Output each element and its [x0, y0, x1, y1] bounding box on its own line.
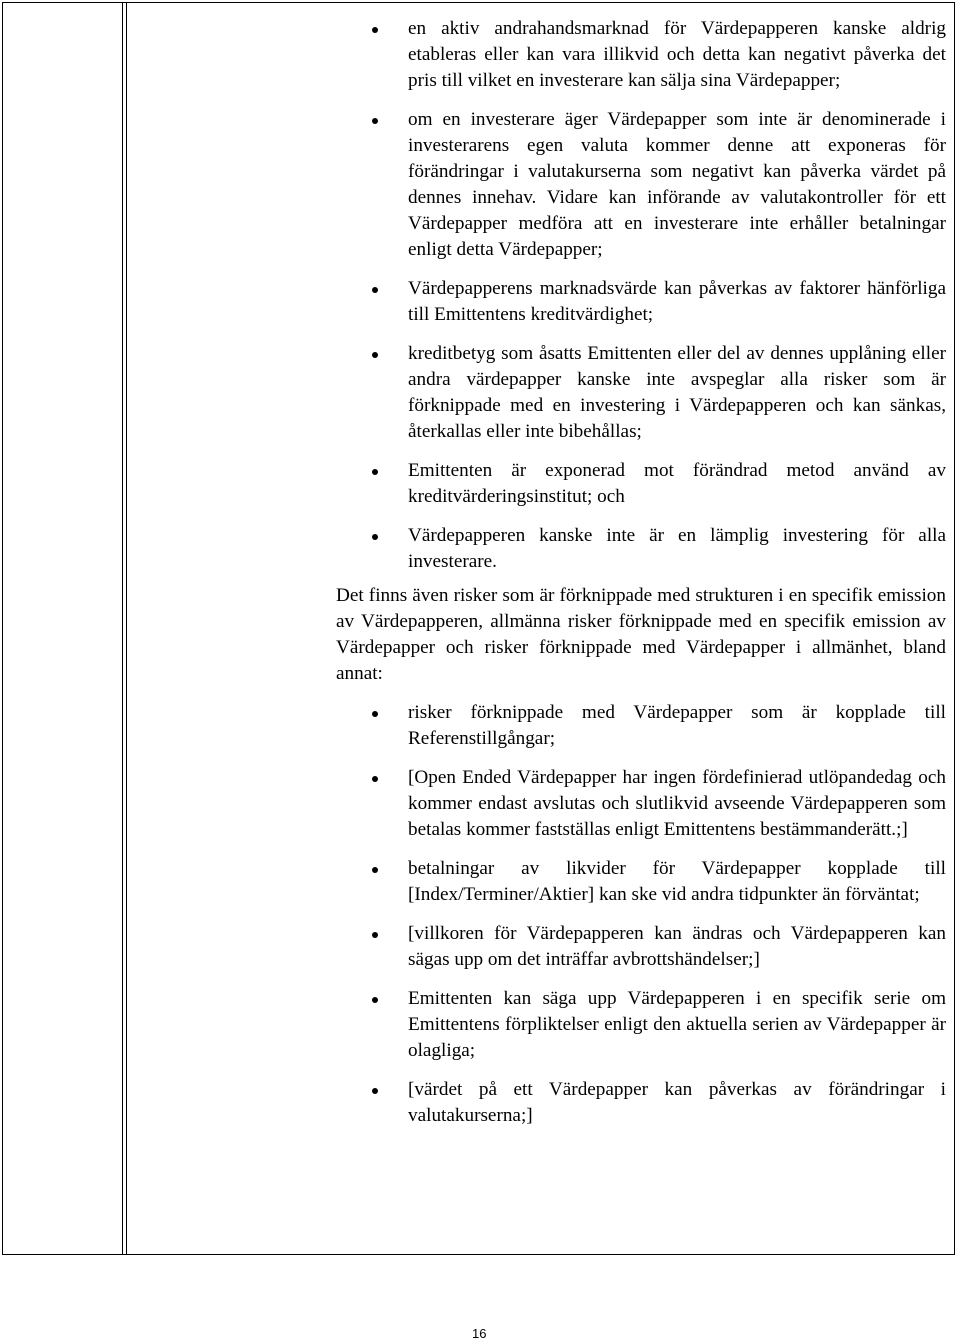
- risk-list-securities: [336, 700, 946, 1129]
- list-item-text: kreditbetyg som åsatts Emittenten eller del av dennes upplåning eller andra värdepapper kanske inte avspeglar alla risker som är förknippade med en investering i Värdepapperen och kan sänkas, återkallas eller inte bibehållas;: [408, 343, 946, 442]
- list-item-text: betalningar av likvider för Värdepapper kopplade till [Index/Terminer/Aktier] kan ske vid andra tidpunkter än förväntat;: [408, 858, 946, 905]
- column-divider: [122, 3, 123, 1254]
- list-item: [336, 765, 946, 843]
- bullet-icon: [372, 711, 378, 717]
- bullet-icon: [372, 534, 378, 540]
- bullet-icon: [372, 776, 378, 782]
- list-item-text: [villkoren för Värdepapperen kan ändras och Värdepapperen kan sägas upp om det inträffar avbrottshändelser;]: [408, 923, 946, 970]
- list-item-text: Emittenten kan säga upp Värdepapperen i en specifik serie om Emittentens förpliktelser enligt den aktuella serien av Värdepapper är olagliga;: [408, 988, 946, 1061]
- list-item: [336, 700, 946, 752]
- list-item-text: [värdet på ett Värdepapper kan påverkas av förändringar i valutakurserna;]: [408, 1079, 946, 1126]
- risk-list-issuer: [336, 16, 946, 575]
- list-item: [336, 523, 946, 575]
- column-divider: [126, 3, 127, 1254]
- bullet-icon: [372, 867, 378, 873]
- bullet-icon: [372, 287, 378, 293]
- list-item: [336, 276, 946, 328]
- list-item: [336, 341, 946, 445]
- bullet-icon: [372, 469, 378, 475]
- list-item-text: Emittenten är exponerad mot förändrad metod använd av kreditvärderingsinstitut; och: [408, 460, 946, 507]
- list-item-text: Värdepapperens marknadsvärde kan påverkas av faktorer hänförliga till Emittentens kreditvärdighet;: [408, 278, 946, 325]
- bullet-icon: [372, 352, 378, 358]
- list-item-text: risker förknippade med Värdepapper som är kopplade till Referenstillgångar;: [408, 702, 946, 749]
- list-item: [336, 16, 946, 94]
- list-item-text: Värdepapperen kanske inte är en lämplig investering för alla investerare.: [408, 525, 946, 572]
- page-number: 16: [472, 1326, 487, 1341]
- list-item: [336, 1077, 946, 1129]
- list-item: [336, 986, 946, 1064]
- table-cell-content: [336, 16, 946, 1142]
- bullet-icon: [372, 932, 378, 938]
- list-item: [336, 107, 946, 263]
- list-item-text: om en investerare äger Värdepapper som inte är denominerade i investerarens egen valuta kommer denne att exponeras för förändringar i valutakurserna som negativt kan påverka värdet på dennes innehav. Vidare kan införande av valutakontroller för ett Värdepapper medföra att en investerare inte erhåller betalningar enligt detta Värdepapper;: [408, 109, 946, 260]
- bullet-icon: [372, 118, 378, 124]
- bullet-icon: [372, 997, 378, 1003]
- list-item: [336, 921, 946, 973]
- list-item: [336, 458, 946, 510]
- list-item-text: [Open Ended Värdepapper har ingen fördefinierad utlöpandedag och kommer endast avslutas och slutlikvid avseende Värdepapperen som betalas kommer fastställas enligt Emittentens bestämmanderätt.;]: [408, 767, 946, 840]
- list-item-text: en aktiv andrahandsmarknad för Värdepapperen kanske aldrig etableras eller kan vara illikvid och detta kan negativt påverka det pris till vilket en investerare kan sälja sina Värdepapper;: [408, 18, 946, 91]
- list-item: [336, 856, 946, 908]
- intro-paragraph: Det finns även risker som är förknippade med strukturen i en specifik emission av Värdepapperen, allmänna risker förknippade med en specifik emission av Värdepapper och risker förknippade med Värdepapper i allmänhet, bland annat:: [336, 585, 946, 684]
- bullet-icon: [372, 1088, 378, 1094]
- bullet-icon: [372, 27, 378, 33]
